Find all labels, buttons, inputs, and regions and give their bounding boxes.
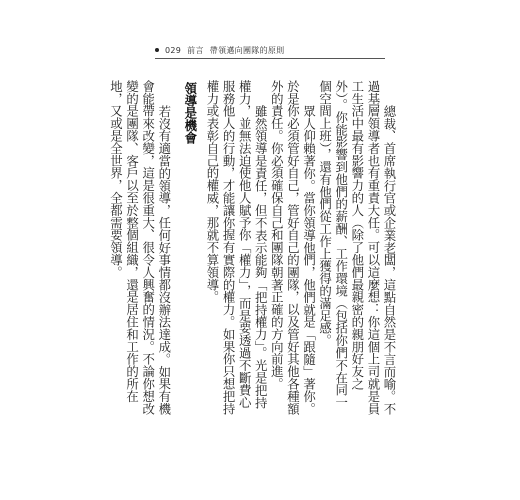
chapter-title: 帶領邁向團隊的原則 — [209, 45, 285, 55]
vertical-body-text — [108, 80, 397, 415]
paragraph-4: 若沒有適當的領導，任何好事情都沒辦法達成。如果有機會能帶來改變，這是很重大、很令人興奮的情況。不論你想改變的是團隊、客戶以至於整個組織，還是居住和工作的所在地，又或是全世界，全都需要領導。 — [108, 80, 172, 415]
paragraph-2: 眾人仰賴著你。當你領導他們，他們就是「跟隨」著你。於是你必須管好自己，管好自己的團隊，以及管好其他各種額外的責任。你必須確保自己和團隊朝著正確的方向前進。 — [269, 80, 317, 415]
running-header — [155, 43, 385, 57]
paragraph-1: 總裁、首席執行官或企業老闆，這點自然是不言而喻。不過基層領導者也有重責大任。可以這麼想：你這個上司就是員工生活中最有影響力的人（除了他們最親密的親朋好友之外）。你能影響到他們的薪酬、工作環境（包括你們不在同一個空間上班），還有他們從工作上獲得的滿足感。 — [317, 80, 397, 415]
paragraph-3: 雖然領導是責任，但不表示能夠「把持權力」。光是把持權力，並無法迫使他人賦予你「權力」，而是要透過不斷費心服務他人的行動，才能讓你握有實際的權力。如果你只想把持權力或表彰自己的權威，那就不算領導。 — [204, 80, 269, 415]
page-number: 029 — [165, 45, 182, 55]
section-label: 前言 — [187, 45, 204, 55]
header-bullet-icon — [155, 48, 159, 52]
header-divider — [155, 58, 385, 59]
section-heading: 領導是機會 — [182, 82, 198, 144]
